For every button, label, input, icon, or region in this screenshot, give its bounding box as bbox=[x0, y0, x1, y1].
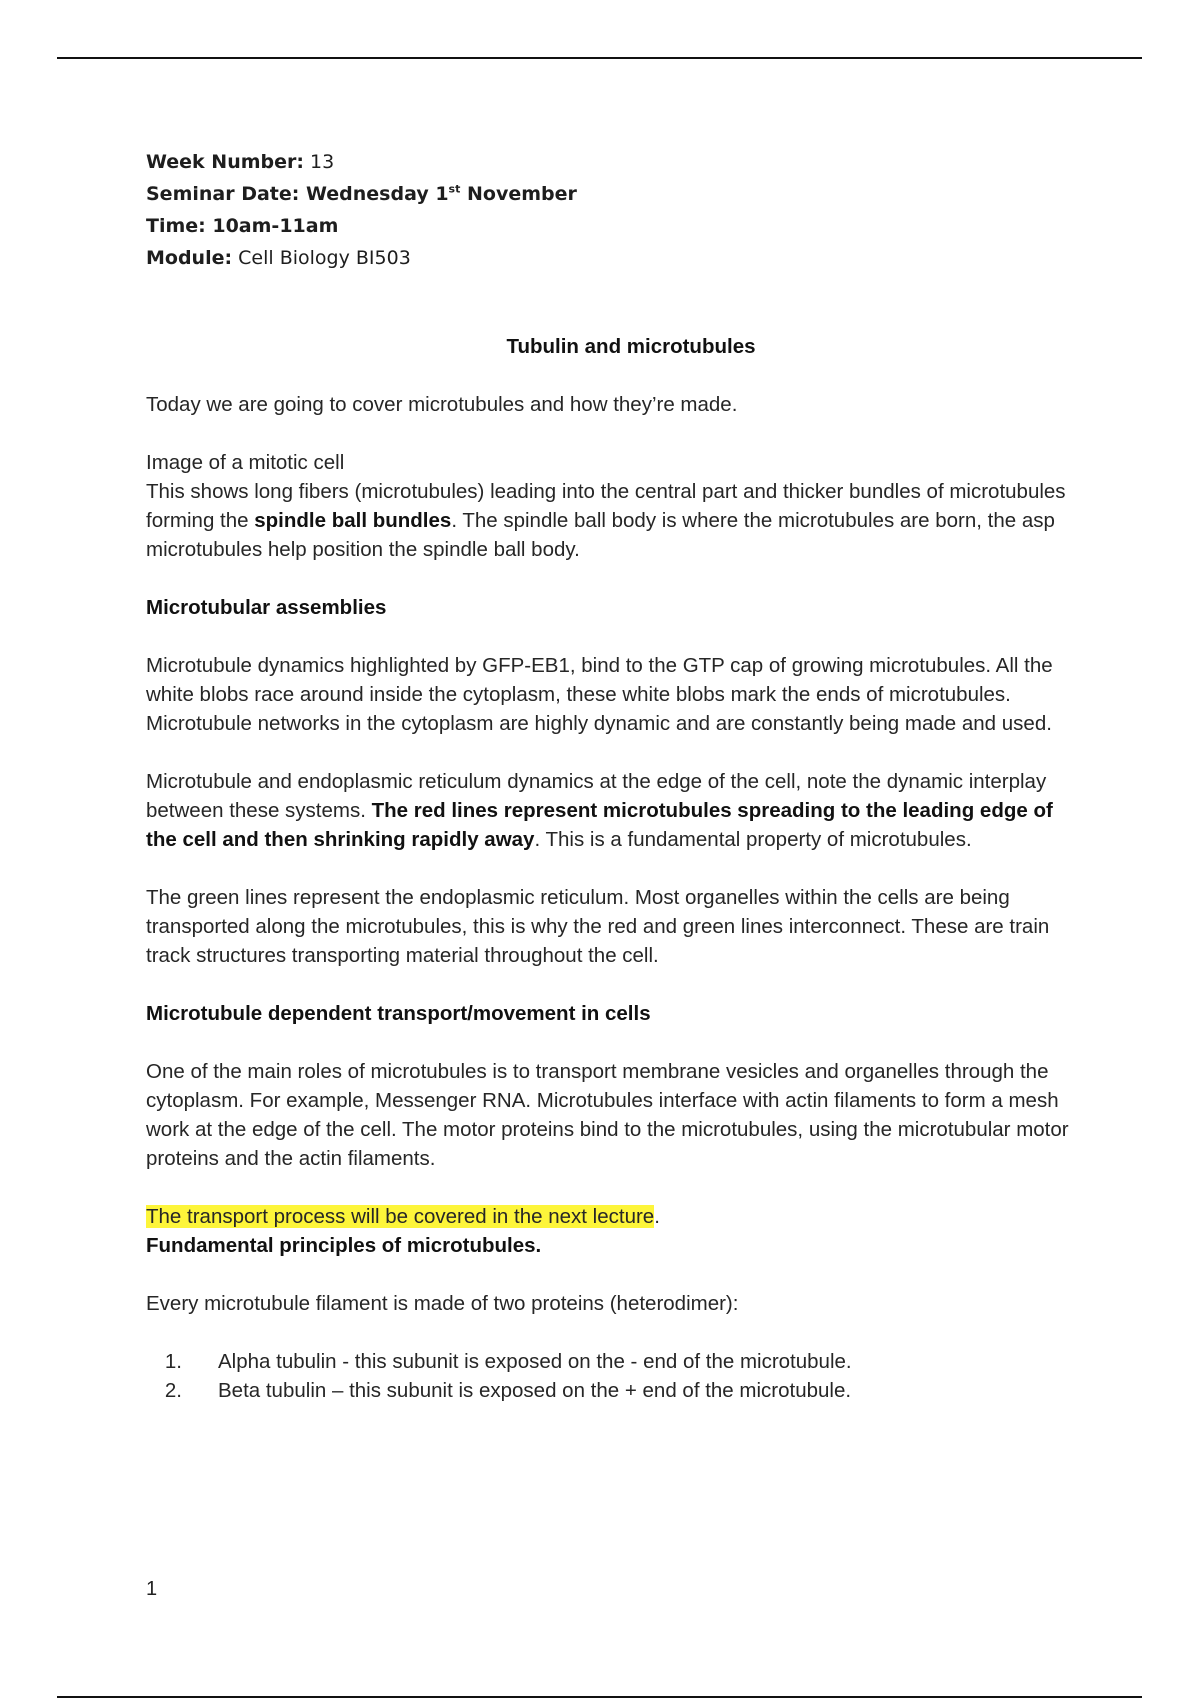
top-rule bbox=[57, 57, 1142, 59]
seminar-time: Time: 10am-11am bbox=[146, 215, 339, 237]
highlighted-note: The transport process will be covered in the next lecture bbox=[146, 1205, 655, 1228]
heading-assemblies: Microtubular assemblies bbox=[146, 596, 387, 619]
mitotic-caption: Image of a mitotic cell bbox=[146, 451, 345, 474]
assemblies-paragraph-3: The green lines represent the endoplasmic reticulum. Most organelles within the cells are being transported along the microtubules, this is why the red and green lines interconnect. These are train track structures transporting material throughout the cell. bbox=[146, 886, 1050, 967]
bottom-rule bbox=[57, 1696, 1142, 1698]
heading-principles: Fundamental principles of microtubules. bbox=[146, 1234, 542, 1257]
document-title: Tubulin and microtubules bbox=[506, 335, 756, 358]
principles-intro: Every microtubule filament is made of two proteins (heterodimer): bbox=[146, 1292, 739, 1315]
list-item: 1. Alpha tubulin - this subunit is exposed on the - end of the microtubule. bbox=[164, 1350, 852, 1373]
list-item: 2. Beta tubulin – this subunit is exposed on the + end of the microtubule. bbox=[164, 1379, 852, 1402]
intro-paragraph: Today we are going to cover microtubules and how they’re made. bbox=[146, 393, 738, 416]
assemblies-paragraph-2: Microtubule and endoplasmic reticulum dynamics at the edge of the cell, note the dynamic interplay between these systems. The red lines represent microtubules spreading to the leading edge of the cell and then shrinking rapidly away. This is a fundamental property of microtubules. bbox=[146, 770, 1053, 851]
module: Module: Cell Biology BI503 bbox=[146, 247, 411, 269]
spindle-term: spindle ball bundles bbox=[254, 509, 452, 532]
week-number: Week Number: 13 bbox=[146, 151, 335, 173]
transport-paragraph: One of the main roles of microtubules is to transport membrane vesicles and organelles through the cytoplasm. For example, Messenger RNA. Microtubules interface with actin filaments to form a mesh work at the edge of the cell. The motor proteins bind to the microtubules, using the microtubular motor proteins and the actin filaments. bbox=[146, 1060, 1069, 1170]
red-lines-statement: The red lines represent microtubules spreading to the leading edge of the cell and then shrinking rapidly away bbox=[146, 799, 1053, 851]
heading-transport: Microtubule dependent transport/movement in cells bbox=[146, 1002, 651, 1025]
seminar-info bbox=[146, 146, 577, 274]
assemblies-paragraph-1: Microtubule dynamics highlighted by GFP-EB1, bind to the GTP cap of growing microtubules. All the white blobs race around inside the cytoplasm, these white blobs mark the ends of microtubules. Microtubule networks in the cytoplasm are highly dynamic and are constantly being made and used. bbox=[146, 654, 1053, 735]
mitotic-paragraph: This shows long fibers (microtubules) leading into the central part and thicker bundles of microtubules forming the spindle ball bundles. The spindle ball body is where the microtubules are born, the asp microtubules help position the spindle ball body. bbox=[146, 480, 1066, 561]
transport-note: The transport process will be covered in the next lecture. bbox=[146, 1205, 660, 1228]
seminar-date: Seminar Date: Wednesday 1st November bbox=[146, 182, 577, 205]
tubulin-list bbox=[146, 1347, 1076, 1405]
page-number: 1 bbox=[146, 1578, 158, 1600]
document-body bbox=[146, 332, 1076, 1405]
